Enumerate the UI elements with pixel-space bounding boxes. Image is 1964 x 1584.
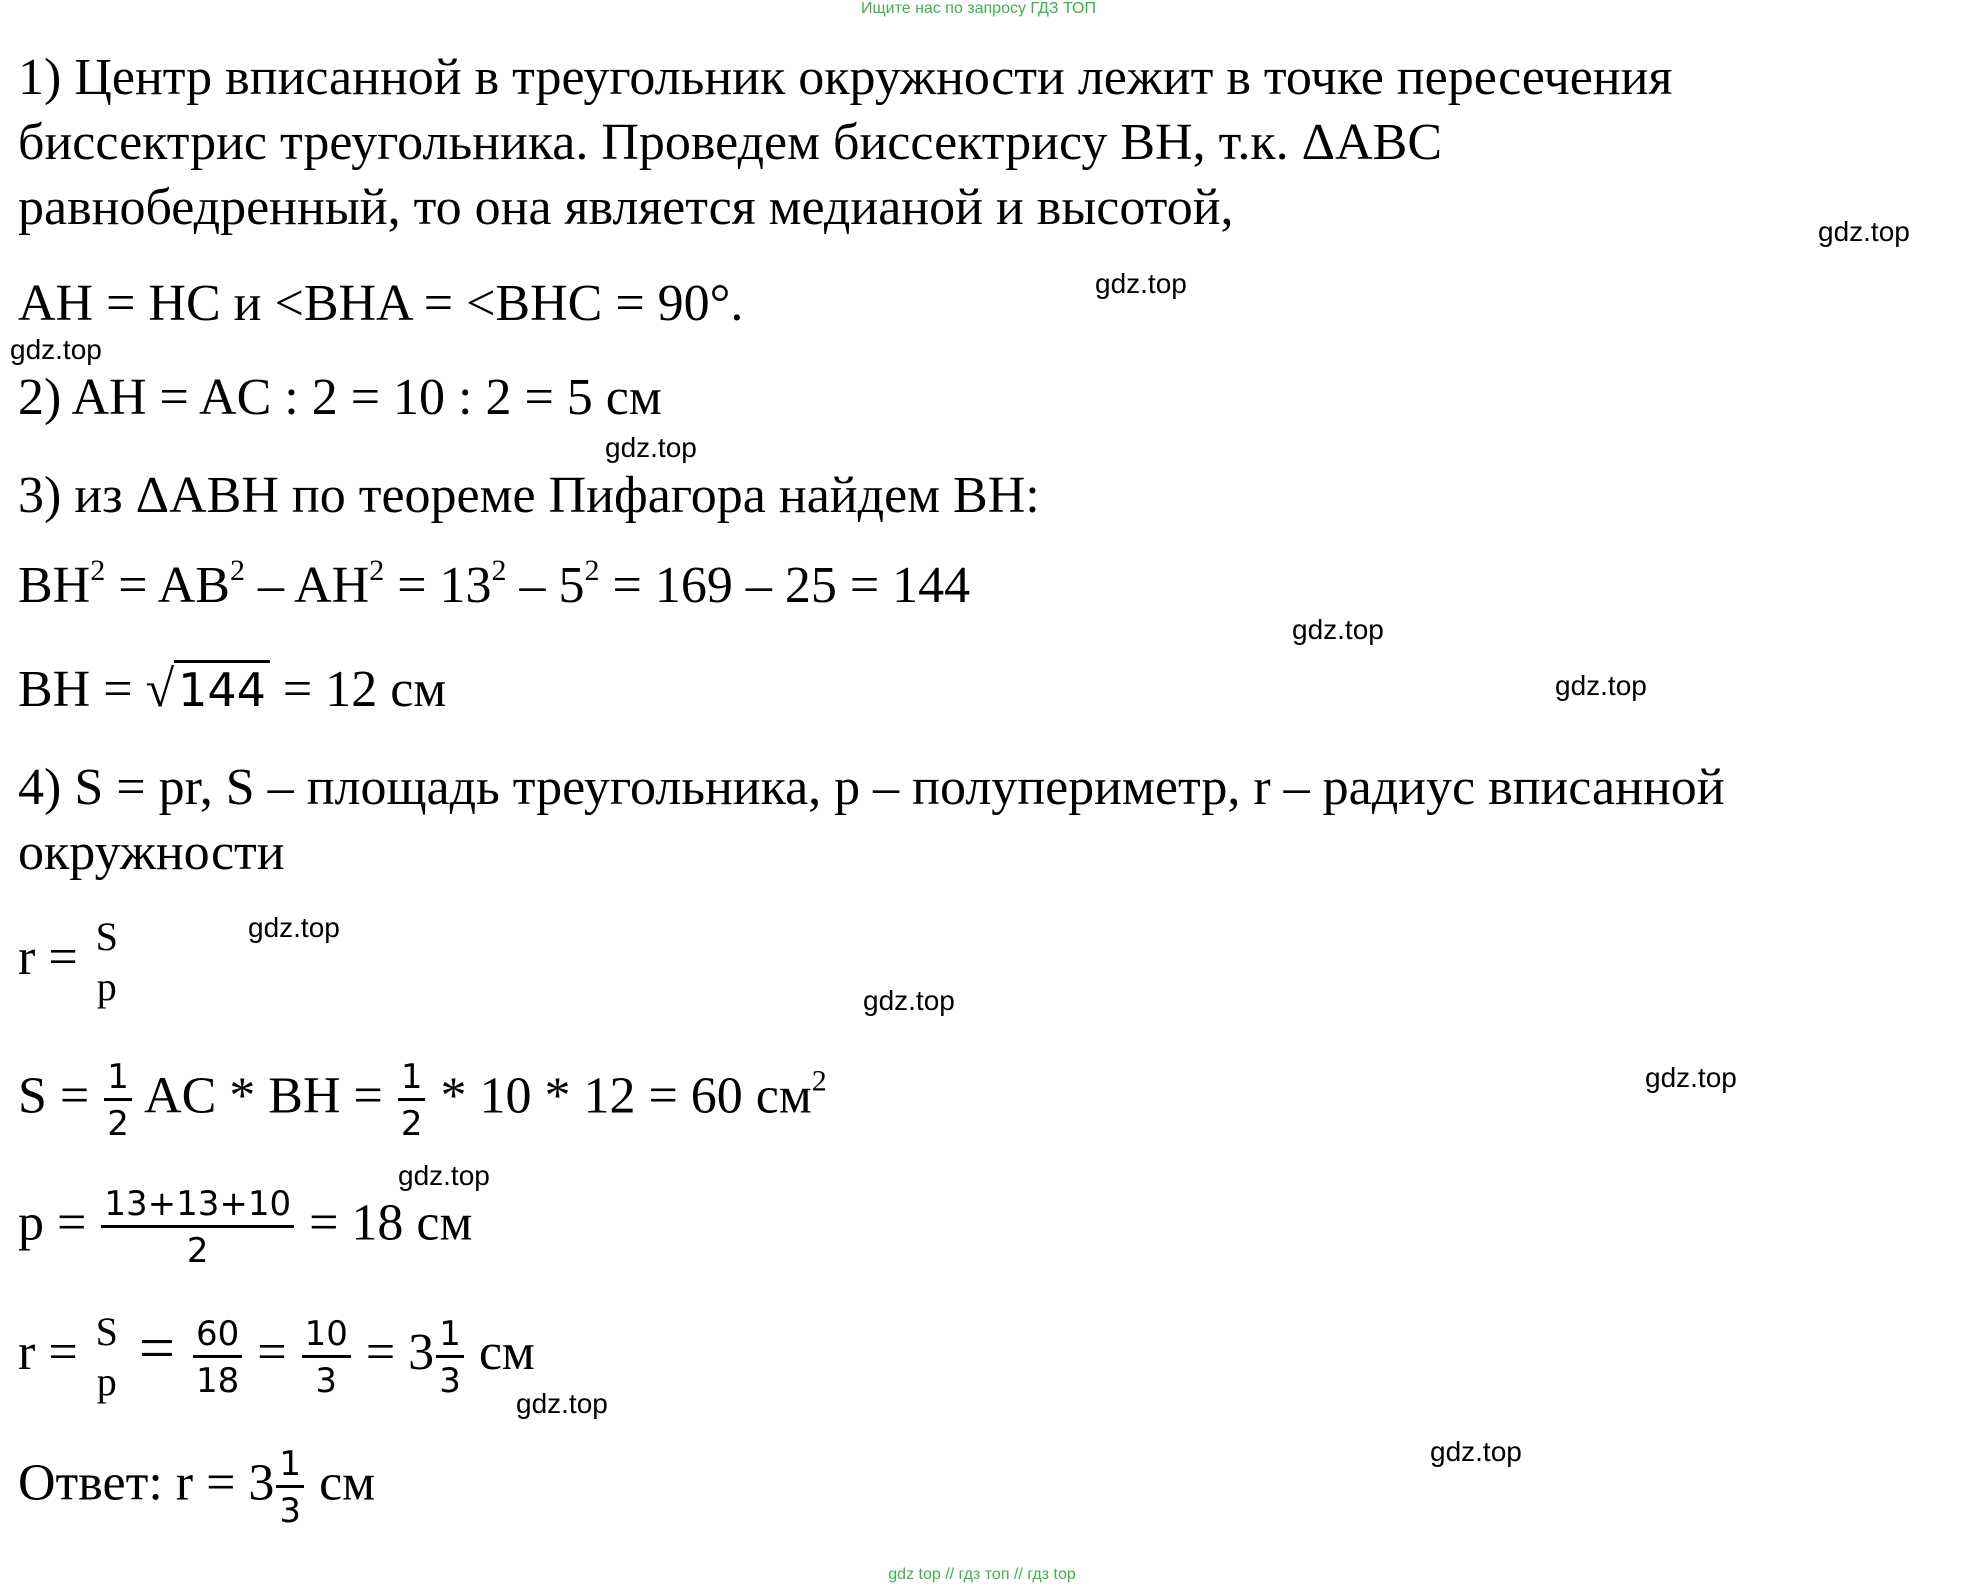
fraction-numerator: 10 xyxy=(302,1315,351,1358)
watermark: gdz.top xyxy=(863,985,955,1016)
watermark: gdz.top xyxy=(516,1388,608,1419)
fraction-denominator: 2 xyxy=(186,1231,209,1271)
equals-sign: = xyxy=(244,1323,300,1381)
fraction-one-half xyxy=(398,1058,426,1143)
step1-line4: AH = HC и <BHA = <BHC = 90°. xyxy=(18,275,744,332)
fraction-numerator: S xyxy=(95,914,118,959)
watermark: gdz.top xyxy=(248,912,340,943)
fraction-numerator: 1 xyxy=(276,1445,304,1488)
ah-term: – AH xyxy=(244,557,370,614)
area-rhs: * 10 * 12 = 60 см xyxy=(427,1067,812,1125)
area-lhs: S = xyxy=(18,1067,103,1125)
sqrt-lhs: BH = xyxy=(18,661,146,718)
fraction-denominator: p xyxy=(96,964,117,1009)
step2-line: 2) AH = AC : 2 = 10 : 2 = 5 см xyxy=(18,369,662,426)
radius-lhs: r = xyxy=(18,928,91,986)
fraction-numerator: 1 xyxy=(104,1058,132,1101)
pythagoras-equation xyxy=(18,556,970,616)
step3-line: 3) из ΔABH по теореме Пифагора найдем BH: xyxy=(18,467,1040,524)
fraction-numerator: 13+13+10 xyxy=(101,1185,294,1228)
radius-calculation xyxy=(18,1310,535,1404)
step4-line2: окружности xyxy=(18,824,285,881)
sqrt-rhs: = 12 см xyxy=(269,661,447,718)
fraction-one-third xyxy=(276,1445,304,1530)
step1-line2: биссектрис треугольника. Проведем биссектрису ВН, т.к. ΔABC xyxy=(18,114,1443,171)
unit-cm: см xyxy=(465,1323,535,1381)
sqrt-equation xyxy=(18,660,446,720)
fraction-denominator: 3 xyxy=(279,1491,302,1531)
answer-line xyxy=(18,1445,375,1530)
square-exponent: 2 xyxy=(369,554,385,587)
watermark: gdz.top xyxy=(605,432,697,463)
watermark: gdz.top xyxy=(1818,216,1910,247)
area-middle: AC * BH = xyxy=(133,1067,396,1125)
fraction-denominator: 3 xyxy=(315,1360,338,1401)
perimeter-rhs: = 18 см xyxy=(296,1194,473,1252)
perimeter-lhs: p = xyxy=(18,1194,100,1252)
step4-line1: 4) S = pr, S – площадь треугольника, p – полупериметр, r – радиус вписанной xyxy=(18,759,1725,816)
fraction-numerator: 1 xyxy=(398,1058,426,1101)
watermark: gdz.top xyxy=(1645,1062,1737,1093)
sqrt-expression xyxy=(146,660,270,720)
five-term: – 5 xyxy=(506,557,585,614)
watermark: gdz.top xyxy=(1292,614,1384,645)
fraction-60-over-18 xyxy=(193,1315,242,1400)
fraction-10-over-3 xyxy=(302,1315,351,1400)
fraction-one-third xyxy=(436,1315,464,1400)
fraction-denominator: 3 xyxy=(439,1360,461,1401)
watermark: gdz.top xyxy=(1555,670,1647,701)
fraction-s-over-p xyxy=(93,915,121,1009)
square-exponent: 2 xyxy=(491,554,507,587)
answer-lhs: Ответ: r = 3 xyxy=(18,1454,275,1512)
watermark: gdz.top xyxy=(1430,1436,1522,1467)
radicand: 144 xyxy=(174,660,270,717)
fraction-numerator: 1 xyxy=(436,1315,464,1358)
square-exponent: 2 xyxy=(811,1064,827,1098)
step1-line1: 1) Центр вписанной в треугольник окружности лежит в точке пересечения xyxy=(18,49,1673,106)
ab-term: = AB xyxy=(105,557,230,614)
fraction-one-half xyxy=(104,1058,132,1143)
pythagoras-result: = 169 – 25 = 144 xyxy=(599,557,971,614)
unit-cm: см xyxy=(306,1454,376,1512)
perimeter-equation xyxy=(18,1185,472,1270)
step1-line3: равнобедренный, то она является медианой и высотой, xyxy=(18,179,1234,236)
watermark: gdz.top xyxy=(398,1160,490,1191)
fraction-denominator: 2 xyxy=(107,1104,129,1144)
footer-links: gdz top // гдз топ // гдз top xyxy=(888,1566,1076,1583)
mixed-number-whole: = 3 xyxy=(352,1323,435,1381)
fraction-denominator: p xyxy=(96,1359,117,1404)
fraction-perimeter xyxy=(101,1185,294,1270)
area-equation xyxy=(18,1058,827,1143)
fraction-numerator: S xyxy=(95,1309,118,1354)
radius-formula xyxy=(18,915,123,1009)
fraction-numerator: 60 xyxy=(193,1315,242,1358)
radius-calc-lhs: r = xyxy=(18,1323,91,1381)
thirteen-term: = 13 xyxy=(384,557,492,614)
fraction-s-over-p xyxy=(93,1310,121,1404)
top-banner: Ищите нас по запросу ГДЗ ТОП xyxy=(861,0,1096,17)
square-exponent: 2 xyxy=(229,554,245,587)
radical-sign: √ xyxy=(145,661,175,718)
watermark: gdz.top xyxy=(10,334,102,365)
equals-sign: = xyxy=(122,1311,191,1383)
fraction-denominator: 2 xyxy=(400,1104,423,1144)
square-exponent: 2 xyxy=(584,554,600,587)
fraction-denominator: 18 xyxy=(196,1360,240,1401)
bh-term: BH xyxy=(18,557,91,614)
watermark: gdz.top xyxy=(1095,268,1187,299)
square-exponent: 2 xyxy=(90,554,106,587)
